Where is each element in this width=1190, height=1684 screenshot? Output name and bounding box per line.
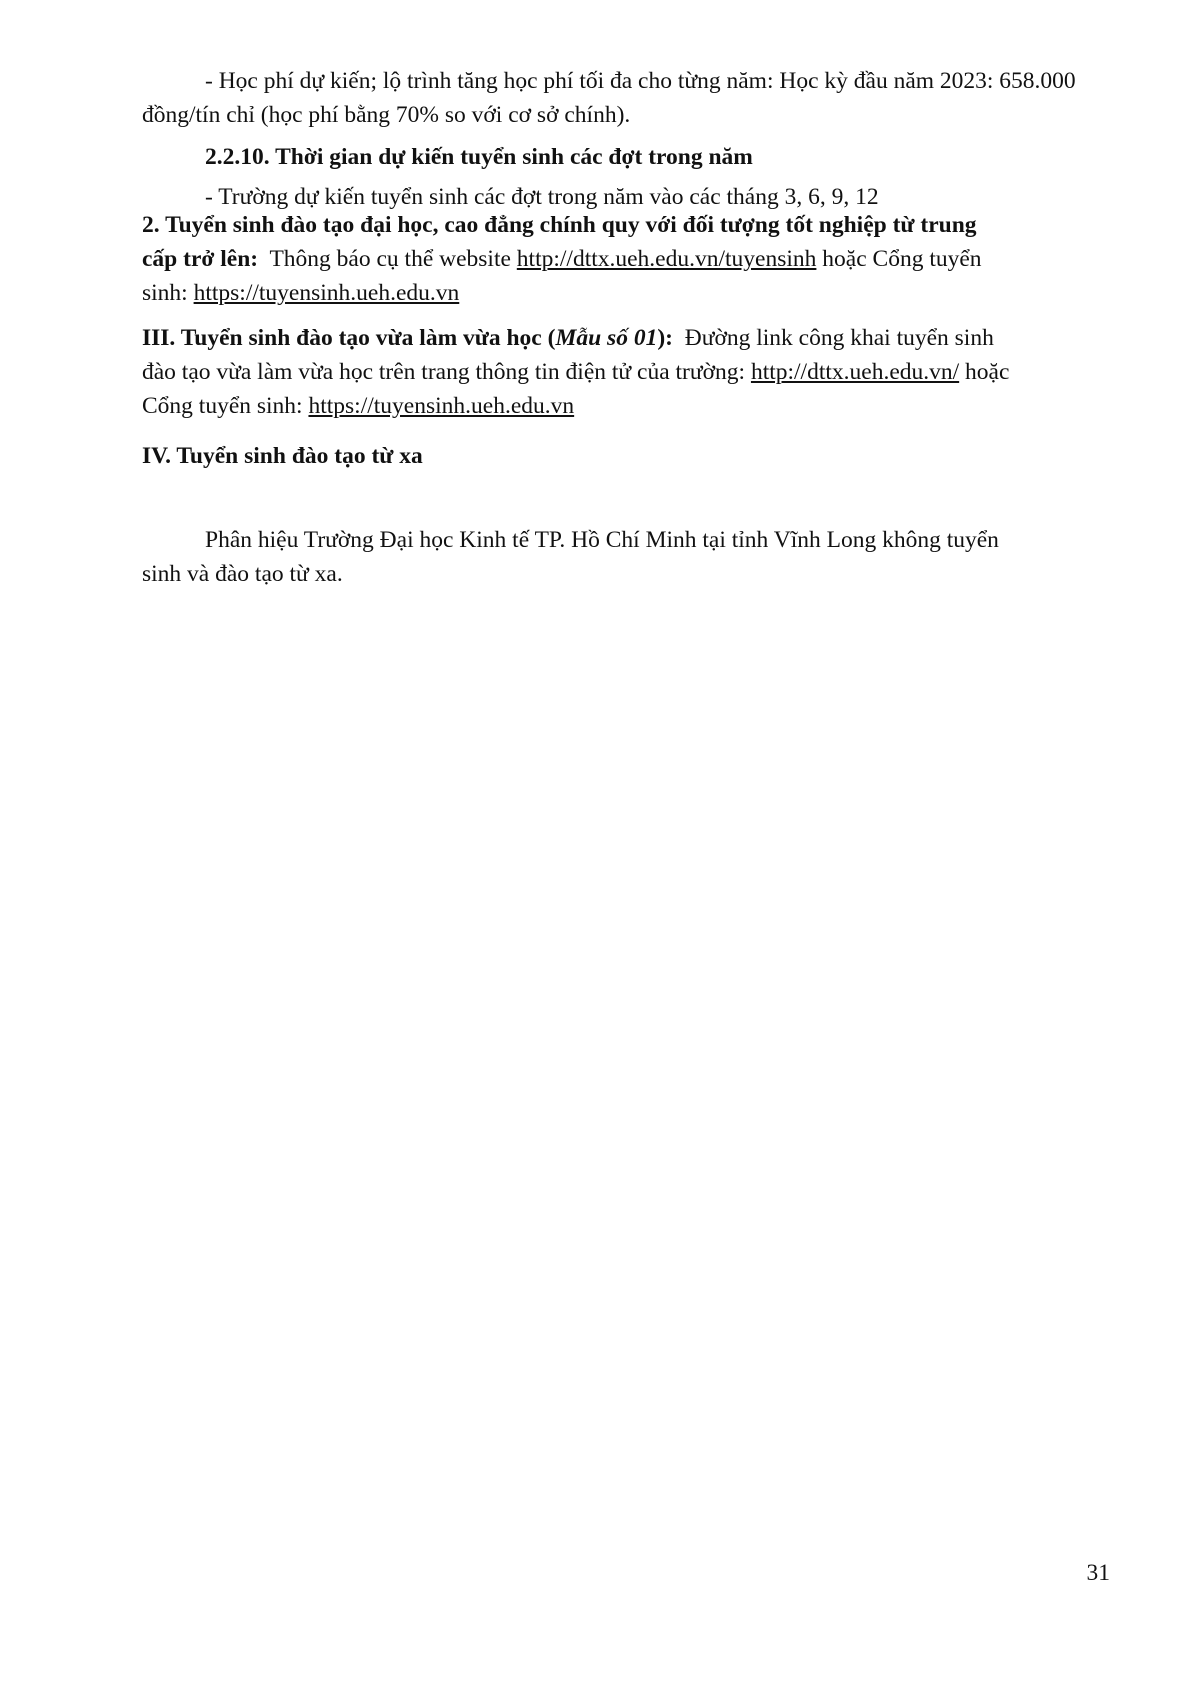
section-3-line-2: đào tạo vừa làm vừa học trên trang thông tin điện tử của trường: http://dttx.ueh.edu.vn/ hoặc — [142, 359, 1010, 385]
section-2-line-2: cấp trở lên: Thông báo cụ thể website http://dttx.ueh.edu.vn/tuyensinh hoặc Cổng tuyển — [142, 246, 982, 272]
tuyensinh-portal-link-2[interactable]: https://tuyensinh.ueh.edu.vn — [308, 393, 575, 419]
section-2-heading: 2. Tuyển sinh đào tạo đại học, cao đẳng chính quy với đối tượng tốt nghiệp từ trung — [142, 212, 977, 238]
section-3-line-1: III. Tuyển sinh đào tạo vừa làm vừa học (Mẫu số 01): Đường link công khai tuyển sinh — [142, 325, 994, 351]
section-3-heading: III. Tuyển sinh đào tạo vừa làm vừa học (Mẫu số 01): — [142, 325, 673, 351]
section-4-heading: IV. Tuyển sinh đào tạo từ xa — [142, 443, 423, 469]
dttx-tuyensinh-link[interactable]: http://dttx.ueh.edu.vn/tuyensinh — [516, 246, 817, 272]
section-2-2-10 — [142, 140, 1110, 174]
dttx-home-link[interactable]: http://dttx.ueh.edu.vn/ — [750, 359, 960, 385]
page-number: 31 — [1086, 1560, 1110, 1586]
section-3 — [142, 321, 1110, 423]
tuition-line-2: đồng/tín chỉ (học phí bằng 70% so với cơ sở chính). — [142, 102, 631, 128]
tuyensinh-portal-link[interactable]: https://tuyensinh.ueh.edu.vn — [193, 280, 460, 306]
section-2 — [142, 208, 1110, 310]
section-4-body — [142, 523, 1110, 591]
section-4-line-1: Phân hiệu Trường Đại học Kinh tế TP. Hồ Chí Minh tại tỉnh Vĩnh Long không tuyển — [205, 527, 999, 553]
section-3-line-3: Cổng tuyển sinh: https://tuyensinh.ueh.edu.vn — [142, 393, 575, 419]
admission-months-text: - Trường dự kiến tuyển sinh các đợt trong năm vào các tháng 3, 6, 9, 12 — [205, 184, 879, 210]
tuition-line-1: - Học phí dự kiến; lộ trình tăng học phí tối đa cho từng năm: Học kỳ đầu năm 2023: 658.000 — [205, 68, 1076, 94]
tuition-paragraph — [142, 64, 1110, 132]
section-2-line-3: sinh: https://tuyensinh.ueh.edu.vn — [142, 280, 460, 306]
section-2-2-10-heading: 2.2.10. Thời gian dự kiến tuyển sinh các đợt trong năm — [205, 144, 753, 170]
section-4 — [142, 439, 1110, 473]
section-4-line-2: sinh và đào tạo từ xa. — [142, 561, 343, 587]
